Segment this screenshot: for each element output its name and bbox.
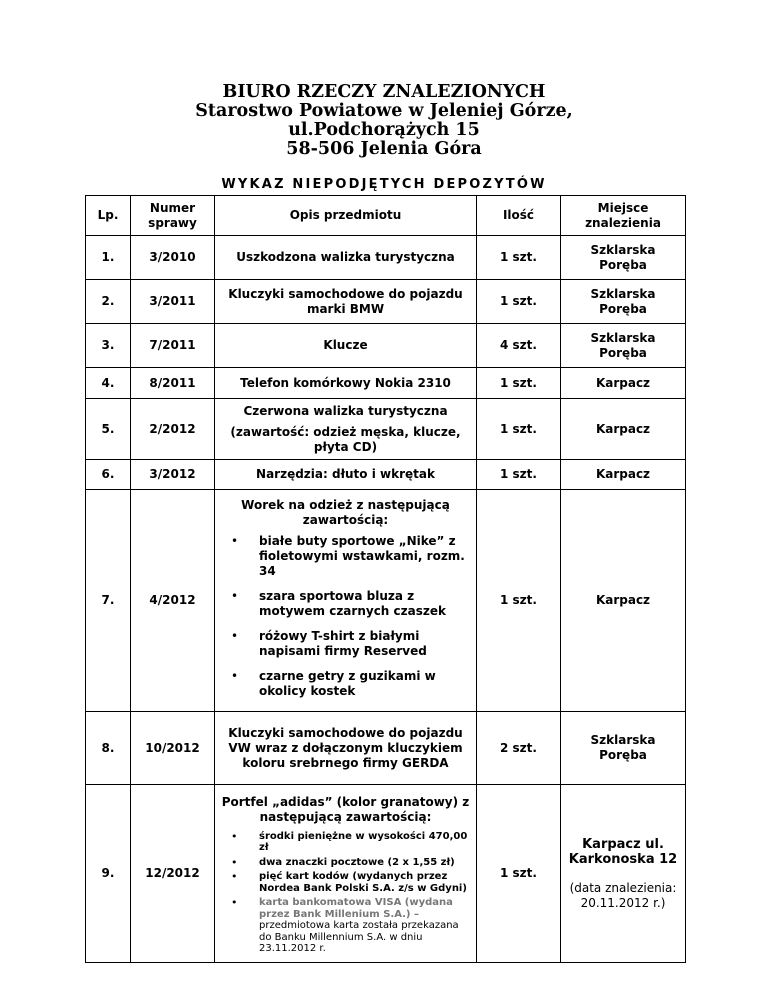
cell-opis bbox=[215, 785, 477, 963]
cell-miejsce: Karpacz bbox=[561, 460, 686, 490]
cell-lp: 9. bbox=[86, 785, 131, 963]
table-header-row bbox=[86, 196, 686, 236]
table-row bbox=[86, 785, 686, 963]
header-institution: Starostwo Powiatowe w Jeleniej Górze, bbox=[195, 101, 573, 121]
cell-lp: 5. bbox=[86, 399, 131, 460]
cell-lp: 3. bbox=[86, 324, 131, 368]
cell-numer: 4/2012 bbox=[131, 490, 215, 712]
cell-opis: Telefon komórkowy Nokia 2310 bbox=[215, 368, 477, 399]
deposits-table bbox=[85, 195, 686, 963]
list-item bbox=[249, 897, 472, 955]
found-date: (data znalezienia: 20.11.2012 r.) bbox=[569, 880, 677, 910]
cell-miejsce: Szklarska Poręba bbox=[561, 324, 686, 368]
list-item: • pięć kart kodów (wydanych przez Nordea Bank Polski S.A. z/s w Gdyni) bbox=[249, 871, 472, 894]
table-row bbox=[86, 399, 686, 460]
table-row bbox=[86, 460, 686, 490]
table-row bbox=[86, 280, 686, 324]
cell-ilosc: 1 szt. bbox=[477, 490, 561, 712]
document-subtitle: WYKAZ NIEPODJĘTYCH DEPOZYTÓW bbox=[221, 177, 547, 192]
contents-list bbox=[219, 534, 472, 699]
cell-numer: 3/2011 bbox=[131, 280, 215, 324]
column-header-numer: Numer sprawy bbox=[131, 196, 215, 236]
cell-numer: 7/2011 bbox=[131, 324, 215, 368]
cell-opis: Narzędzia: dłuto i wkrętak bbox=[215, 460, 477, 490]
header-street: ul.Podchorążych 15 bbox=[288, 120, 480, 140]
cell-opis: Uszkodzona walizka turystyczna bbox=[215, 236, 477, 280]
item-contents: (zawartość: odzież męska, klucze, płyta CD) bbox=[230, 424, 461, 454]
cell-numer: 12/2012 bbox=[131, 785, 215, 963]
item-title: Czerwona walizka turystyczna bbox=[243, 403, 448, 418]
cell-miejsce: Szklarska Poręba bbox=[561, 712, 686, 785]
cell-numer: 3/2010 bbox=[131, 236, 215, 280]
list-item: • szara sportowa bluza z motywem czarnych czaszek bbox=[249, 589, 472, 619]
list-item: • różowy T-shirt z białymi napisami firmy Reserved bbox=[249, 629, 472, 659]
document-header bbox=[0, 83, 768, 159]
cell-lp: 2. bbox=[86, 280, 131, 324]
cell-opis: Kluczyki samochodowe do pojazdu VW wraz z dołączonym kluczykiem koloru srebrnego firmy GERDA bbox=[215, 712, 477, 785]
cell-opis bbox=[215, 490, 477, 712]
cell-miejsce bbox=[561, 785, 686, 963]
cell-lp: 8. bbox=[86, 712, 131, 785]
cell-opis bbox=[215, 399, 477, 460]
cell-numer: 3/2012 bbox=[131, 460, 215, 490]
table-row bbox=[86, 368, 686, 399]
cell-numer: 10/2012 bbox=[131, 712, 215, 785]
cell-numer: 2/2012 bbox=[131, 399, 215, 460]
cell-ilosc: 4 szt. bbox=[477, 324, 561, 368]
cell-miejsce: Karpacz bbox=[561, 368, 686, 399]
cell-ilosc: 1 szt. bbox=[477, 236, 561, 280]
cell-ilosc: 1 szt. bbox=[477, 399, 561, 460]
cell-opis: Kluczyki samochodowe do pojazdu marki BMW bbox=[215, 280, 477, 324]
column-header-lp: Lp. bbox=[86, 196, 131, 236]
cell-lp: 7. bbox=[86, 490, 131, 712]
cell-miejsce: Szklarska Poręba bbox=[561, 280, 686, 324]
cell-lp: 1. bbox=[86, 236, 131, 280]
header-office: BIURO RZECZY ZNALEZIONYCH bbox=[222, 82, 546, 102]
cell-lp: 6. bbox=[86, 460, 131, 490]
cell-ilosc: 2 szt. bbox=[477, 712, 561, 785]
cell-ilosc: 1 szt. bbox=[477, 785, 561, 963]
contents-list bbox=[219, 831, 472, 955]
cell-lp: 4. bbox=[86, 368, 131, 399]
list-item: • środki pieniężne w wysokości 470,00 zł bbox=[249, 831, 472, 854]
table-row bbox=[86, 712, 686, 785]
item-title: Worek na odzież z następującą zawartością: bbox=[241, 498, 450, 527]
header-city: 58-506 Jelenia Góra bbox=[286, 139, 482, 159]
cell-numer: 8/2011 bbox=[131, 368, 215, 399]
cell-ilosc: 1 szt. bbox=[477, 368, 561, 399]
table-row bbox=[86, 490, 686, 712]
column-header-ilosc: Ilość bbox=[477, 196, 561, 236]
list-item: • czarne getry z guzikami w okolicy kostek bbox=[249, 669, 472, 699]
item-title: Portfel „adidas” (kolor granatowy) z następującą zawartością: bbox=[221, 794, 470, 824]
column-header-opis: Opis przedmiotu bbox=[215, 196, 477, 236]
list-item: • białe buty sportowe „Nike” z fioletowymi wstawkami, rozm. 34 bbox=[249, 534, 472, 579]
cell-opis: Klucze bbox=[215, 324, 477, 368]
table-row bbox=[86, 236, 686, 280]
cell-miejsce: Szklarska Poręba bbox=[561, 236, 686, 280]
cell-miejsce: Karpacz bbox=[561, 399, 686, 460]
cell-ilosc: 1 szt. bbox=[477, 280, 561, 324]
cell-miejsce: Karpacz bbox=[561, 490, 686, 712]
card-note-grey: karta bankomatowa VISA (wydana przez Bank Millenium S.A.) – bbox=[259, 897, 453, 920]
table-row bbox=[86, 324, 686, 368]
card-note-rest: przedmiotowa karta została przekazana do Banku Millennium S.A. w dniu 23.11.2012 r. bbox=[259, 920, 459, 954]
list-item: • dwa znaczki pocztowe (2 x 1,55 zł) bbox=[249, 857, 472, 869]
found-place: Karpacz ul. Karkonoska 12 bbox=[568, 836, 678, 867]
column-header-miejsce: Miejsce znalezienia bbox=[561, 196, 686, 236]
cell-ilosc: 1 szt. bbox=[477, 460, 561, 490]
